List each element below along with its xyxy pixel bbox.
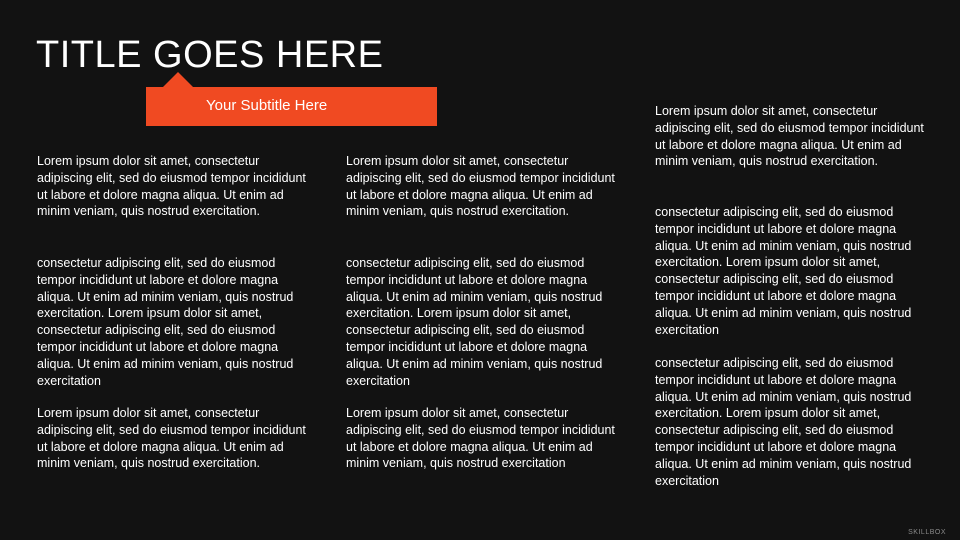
column-3-paragraph-1: Lorem ipsum dolor sit amet, consectetur adipiscing elit, sed do eiusmod tempor incididunt ut labore et dolore magna aliqua. Ut enim ad minim veniam, quis nostrud exercitation. bbox=[655, 104, 924, 169]
brand-logo: SKILLBOX bbox=[908, 529, 946, 536]
column-3-paragraph-3: consectetur adipiscing elit, sed do eiusmod tempor incididunt ut labore et dolore magna aliqua. Ut enim ad minim veniam, quis nostrud exercitation. Lorem ipsum dolor sit amet, consectetur adipiscing elit, sed do eiusmod tempor incididunt ut labore et dolore magna aliqua. Ut enim ad minim veniam, quis nostrud exercitation bbox=[655, 356, 912, 488]
column-2-paragraph-1: Lorem ipsum dolor sit amet, consectetur adipiscing elit, sed do eiusmod tempor incididunt ut labore et dolore magna aliqua. Ut enim ad minim veniam, quis nostrud exercitation. bbox=[346, 154, 615, 219]
column-1-paragraph-2: consectetur adipiscing elit, sed do eiusmod tempor incididunt ut labore et dolore magna aliqua. Ut enim ad minim veniam, quis nostrud exercitation. Lorem ipsum dolor sit amet, consectetur adipiscing elit, sed do eiusmod tempor incididunt ut labore et dolore magna aliqua. Ut enim ad minim veniam, quis nostrud exercitation bbox=[37, 256, 294, 388]
column-1-paragraph-1: Lorem ipsum dolor sit amet, consectetur adipiscing elit, sed do eiusmod tempor incididunt ut labore et dolore magna aliqua. Ut enim ad minim veniam, quis nostrud exercitation. bbox=[37, 154, 306, 219]
column-2-paragraph-2: consectetur adipiscing elit, sed do eiusmod tempor incididunt ut labore et dolore magna aliqua. Ut enim ad minim veniam, quis nostrud exercitation. Lorem ipsum dolor sit amet, consectetur adipiscing elit, sed do eiusmod tempor incididunt ut labore et dolore magna aliqua. Ut enim ad minim veniam, quis nostrud exercitation bbox=[346, 256, 603, 388]
subtitle-pointer bbox=[162, 72, 194, 88]
column-2-paragraph-3: Lorem ipsum dolor sit amet, consectetur adipiscing elit, sed do eiusmod tempor incididunt ut labore et dolore magna aliqua. Ut enim ad minim veniam, quis nostrud exercitation bbox=[346, 406, 615, 471]
slide-title: TITLE GOES HERE bbox=[36, 34, 384, 76]
slide-subtitle: Your Subtitle Here bbox=[206, 97, 328, 114]
column-1-paragraph-3: Lorem ipsum dolor sit amet, consectetur adipiscing elit, sed do eiusmod tempor incididunt ut labore et dolore magna aliqua. Ut enim ad minim veniam, quis nostrud exercitation. bbox=[37, 406, 306, 471]
column-3-paragraph-2: consectetur adipiscing elit, sed do eiusmod tempor incididunt ut labore et dolore magna aliqua. Ut enim ad minim veniam, quis nostrud exercitation. Lorem ipsum dolor sit amet, consectetur adipiscing elit, sed do eiusmod tempor incididunt ut labore et dolore magna aliqua. Ut enim ad minim veniam, quis nostrud exercitation bbox=[655, 205, 912, 337]
